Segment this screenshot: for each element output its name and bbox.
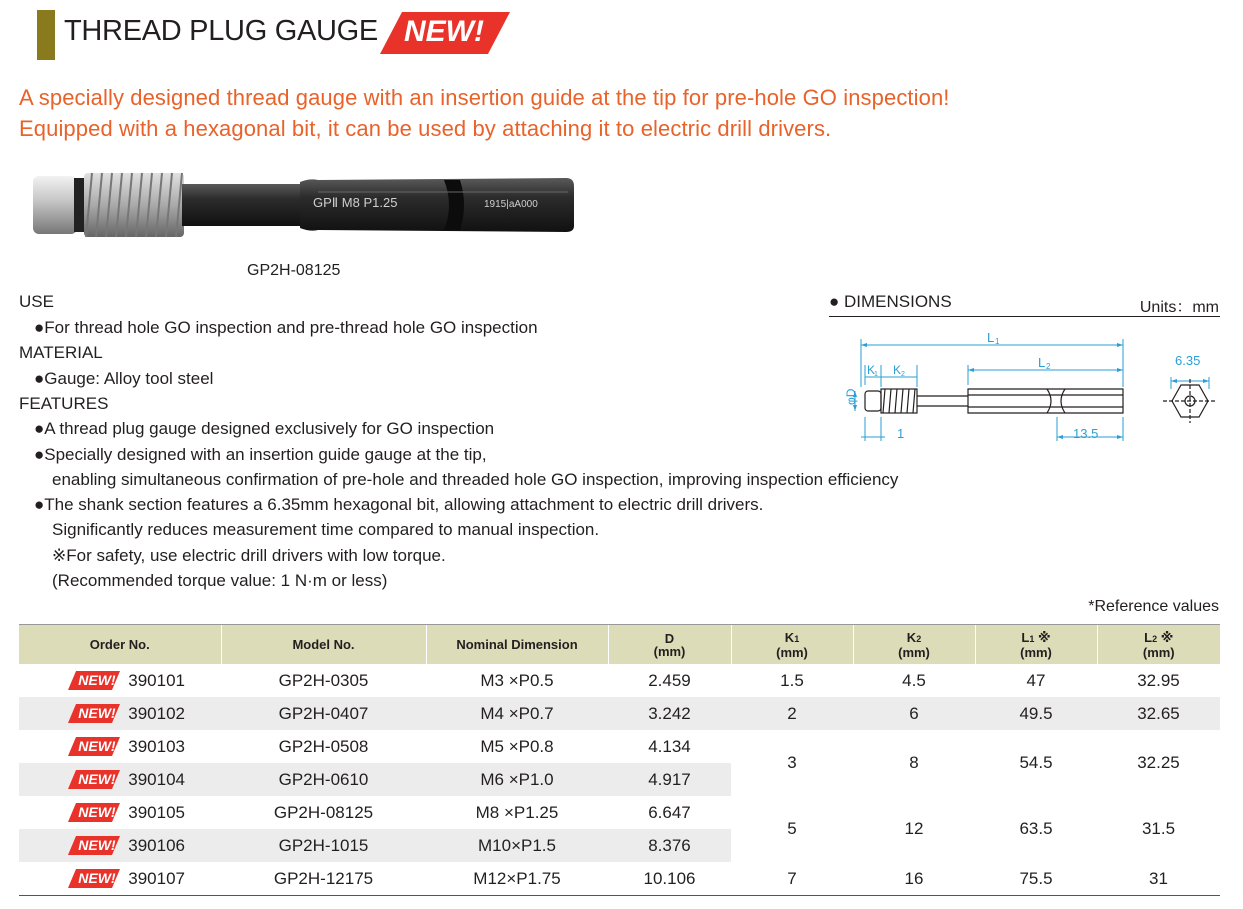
cell-l1: 63.5 (975, 796, 1097, 862)
cell-model: GP2H-12175 (221, 862, 426, 896)
dim-label-1: 1 (897, 426, 905, 441)
photo-marking: GPⅡ M8 P1.25 (313, 195, 398, 210)
dim-label-k2: K (893, 363, 902, 377)
col-k1-sub: 1 (794, 633, 800, 644)
cell-order (19, 763, 221, 796)
cell-d: 10.106 (608, 862, 731, 896)
cell-model: GP2H-08125 (273, 802, 374, 822)
use-item: ●For thread hole GO inspection and pre-thread hole GO inspection (34, 318, 538, 337)
new-row-badge (68, 803, 120, 822)
feature-3: ●The shank section features a 6.35mm hexagonal bit, allowing attachment to electric drill drivers. (34, 495, 764, 514)
dim-label-d: φD (844, 388, 858, 405)
cell-k1: 2 (731, 697, 853, 730)
new-row-badge (68, 770, 120, 789)
new-row-badge-label: NEW! (78, 837, 116, 853)
cell-model: GP2H-0407 (221, 697, 426, 730)
feature-1: ●A thread plug gauge designed exclusively for GO inspection (34, 419, 495, 438)
dim-label-6-35: 6.35 (1175, 353, 1201, 368)
cell-l2: 31.5 (1097, 796, 1220, 862)
feature-3-continued-1: Significantly reduces measurement time compared to manual inspection. (52, 520, 600, 539)
page-title: THREAD PLUG GAUGE (64, 15, 378, 47)
new-row-badge (68, 869, 120, 888)
order-number: 390103 (128, 736, 185, 756)
dimension-drawing (825, 325, 1220, 445)
cell-k2: 8 (853, 730, 975, 796)
cell-order (19, 862, 221, 896)
photo-lot-marking: 1915|aA000 (484, 199, 538, 210)
new-row-badge (68, 704, 120, 723)
cell-l2: 31 (1097, 862, 1220, 896)
cell-model: GP2H-0305 (278, 670, 369, 690)
dim-label-k2-sub: 2 (901, 371, 905, 378)
cell-order (19, 697, 221, 730)
dim-label-l1-sub: 1 (995, 337, 1000, 346)
new-row-badge-label: NEW! (78, 804, 116, 820)
reference-note: *Reference values (1088, 598, 1219, 615)
col-k2-sub: 2 (916, 633, 922, 644)
col-k1-label: K (784, 629, 795, 645)
new-row-badge (68, 737, 120, 756)
cell-l1: 49.5 (975, 697, 1097, 730)
cell-l2: 32.65 (1097, 697, 1220, 730)
cell-nominal: M8 ×P1.25 (475, 802, 559, 822)
table-row (19, 697, 1220, 730)
col-k2 (853, 625, 975, 665)
units-label: Units：mm (1139, 299, 1219, 316)
order-number: 390101 (128, 670, 185, 690)
dim-label-13-5: 13.5 (1073, 426, 1099, 441)
cell-k1: 7 (731, 862, 853, 896)
cell-k2: 4.5 (902, 670, 926, 690)
cell-k1: 3 (731, 730, 853, 796)
feature-2: ●Specially designed with an insertion guide gauge at the tip, (34, 445, 487, 464)
intro-line-1: A specially designed thread gauge with an insertion guide at the tip for pre-hole GO inspection! (19, 85, 950, 110)
cell-k1: 1.5 (780, 670, 804, 690)
dimensions-divider (829, 316, 1220, 317)
dim-label-k1-sub: 1 (874, 371, 878, 378)
cell-l2: 32.95 (1137, 670, 1180, 690)
table-header-row (19, 625, 1220, 665)
cell-nominal: M12×P1.75 (426, 862, 608, 896)
dim-label-l2: L (1038, 355, 1046, 370)
new-row-badge (68, 671, 120, 690)
table-row (19, 796, 1220, 829)
col-l2-label: L (1144, 629, 1153, 645)
cell-nominal: M5 ×P0.8 (480, 736, 554, 756)
col-l1-label: L (1021, 629, 1030, 645)
col-k2-label: K (906, 629, 917, 645)
feature-3-continued-3: (Recommended torque value: 1 N·m or less) (52, 571, 388, 590)
col-order: Order No. (19, 625, 221, 665)
col-k2-unit: (mm) (898, 644, 930, 660)
cell-model: GP2H-0508 (278, 736, 369, 756)
dim-label-l2-sub: 2 (1046, 362, 1051, 371)
cell-l2: 32.25 (1097, 730, 1220, 796)
new-badge-label: NEW! (404, 15, 484, 48)
feature-3-continued-2: ※For safety, use electric drill drivers with low torque. (52, 546, 446, 565)
new-row-badge (68, 836, 120, 855)
col-k1 (731, 625, 853, 665)
intro-line-2: Equipped with a hexagonal bit, it can be used by attaching it to electric drill drivers. (19, 116, 832, 141)
cell-order (19, 664, 221, 697)
use-heading: USE (19, 292, 54, 311)
cell-order (19, 829, 221, 862)
col-d (608, 625, 731, 665)
col-k1-unit: (mm) (776, 644, 808, 660)
table-row (19, 730, 1220, 763)
order-number: 390107 (128, 868, 185, 888)
dim-label-k1: K (867, 363, 876, 377)
table-row (19, 664, 1220, 697)
photo-caption: GP2H-08125 (247, 262, 341, 279)
col-nominal: Nominal Dimension (426, 625, 608, 665)
col-l2-unit: (mm) (1142, 644, 1175, 660)
new-row-badge-label: NEW! (78, 771, 116, 787)
cell-l1: 47 (1026, 670, 1046, 690)
cell-l1: 75.5 (975, 862, 1097, 896)
cell-d: 6.647 (648, 802, 691, 822)
spec-table (19, 624, 1220, 896)
features-heading: FEATURES (19, 394, 109, 413)
cell-k2: 16 (853, 862, 975, 896)
cell-order (19, 796, 221, 829)
cell-d: 4.917 (608, 763, 731, 796)
new-row-badge-label: NEW! (78, 672, 116, 688)
new-row-badge-label: NEW! (78, 870, 116, 886)
table-row (19, 862, 1220, 896)
cell-d: 8.376 (608, 829, 731, 862)
material-heading: MATERIAL (19, 343, 103, 362)
material-item: ●Gauge: Alloy tool steel (34, 369, 214, 388)
col-l1 (975, 625, 1097, 665)
col-l2-sub: 2 (1152, 633, 1158, 644)
cell-nominal: M10×P1.5 (426, 829, 608, 862)
cell-k2: 6 (853, 697, 975, 730)
feature-2-continued: enabling simultaneous confirmation of pre-hole and threaded hole GO inspection, improving inspection efficiency (52, 470, 899, 489)
cell-order (19, 730, 221, 763)
col-l2-mark: ※ (1157, 629, 1174, 645)
new-row-badge-label: NEW! (78, 738, 116, 754)
cell-k1: 5 (731, 796, 853, 862)
cell-d: 3.242 (608, 697, 731, 730)
cell-model: GP2H-1015 (221, 829, 426, 862)
dim-label-l1: L (987, 330, 995, 345)
col-l2 (1097, 625, 1220, 665)
cell-nominal: M4 ×P0.7 (426, 697, 608, 730)
col-l1-unit: (mm) (1020, 644, 1052, 660)
col-l1-sub: 1 (1029, 633, 1035, 644)
order-number: 390106 (128, 835, 185, 855)
cell-k2: 12 (853, 796, 975, 862)
product-photo (28, 170, 576, 240)
col-d-unit: (mm) (653, 643, 686, 659)
dimensions-heading: ● DIMENSIONS (829, 292, 952, 311)
order-number: 390105 (128, 802, 185, 822)
order-number: 390104 (128, 769, 185, 789)
col-d-label: D (664, 630, 675, 646)
header-accent-bar (37, 10, 55, 60)
cell-nominal: M6 ×P1.0 (426, 763, 608, 796)
col-model: Model No. (221, 625, 426, 665)
cell-l1: 54.5 (975, 730, 1097, 796)
cell-d: 2.459 (648, 670, 691, 690)
new-row-badge-label: NEW! (78, 705, 116, 721)
cell-model: GP2H-0610 (221, 763, 426, 796)
cell-nominal: M3 ×P0.5 (480, 670, 554, 690)
cell-d: 4.134 (648, 736, 691, 756)
col-l1-mark: ※ (1034, 629, 1051, 645)
order-number: 390102 (128, 703, 185, 723)
